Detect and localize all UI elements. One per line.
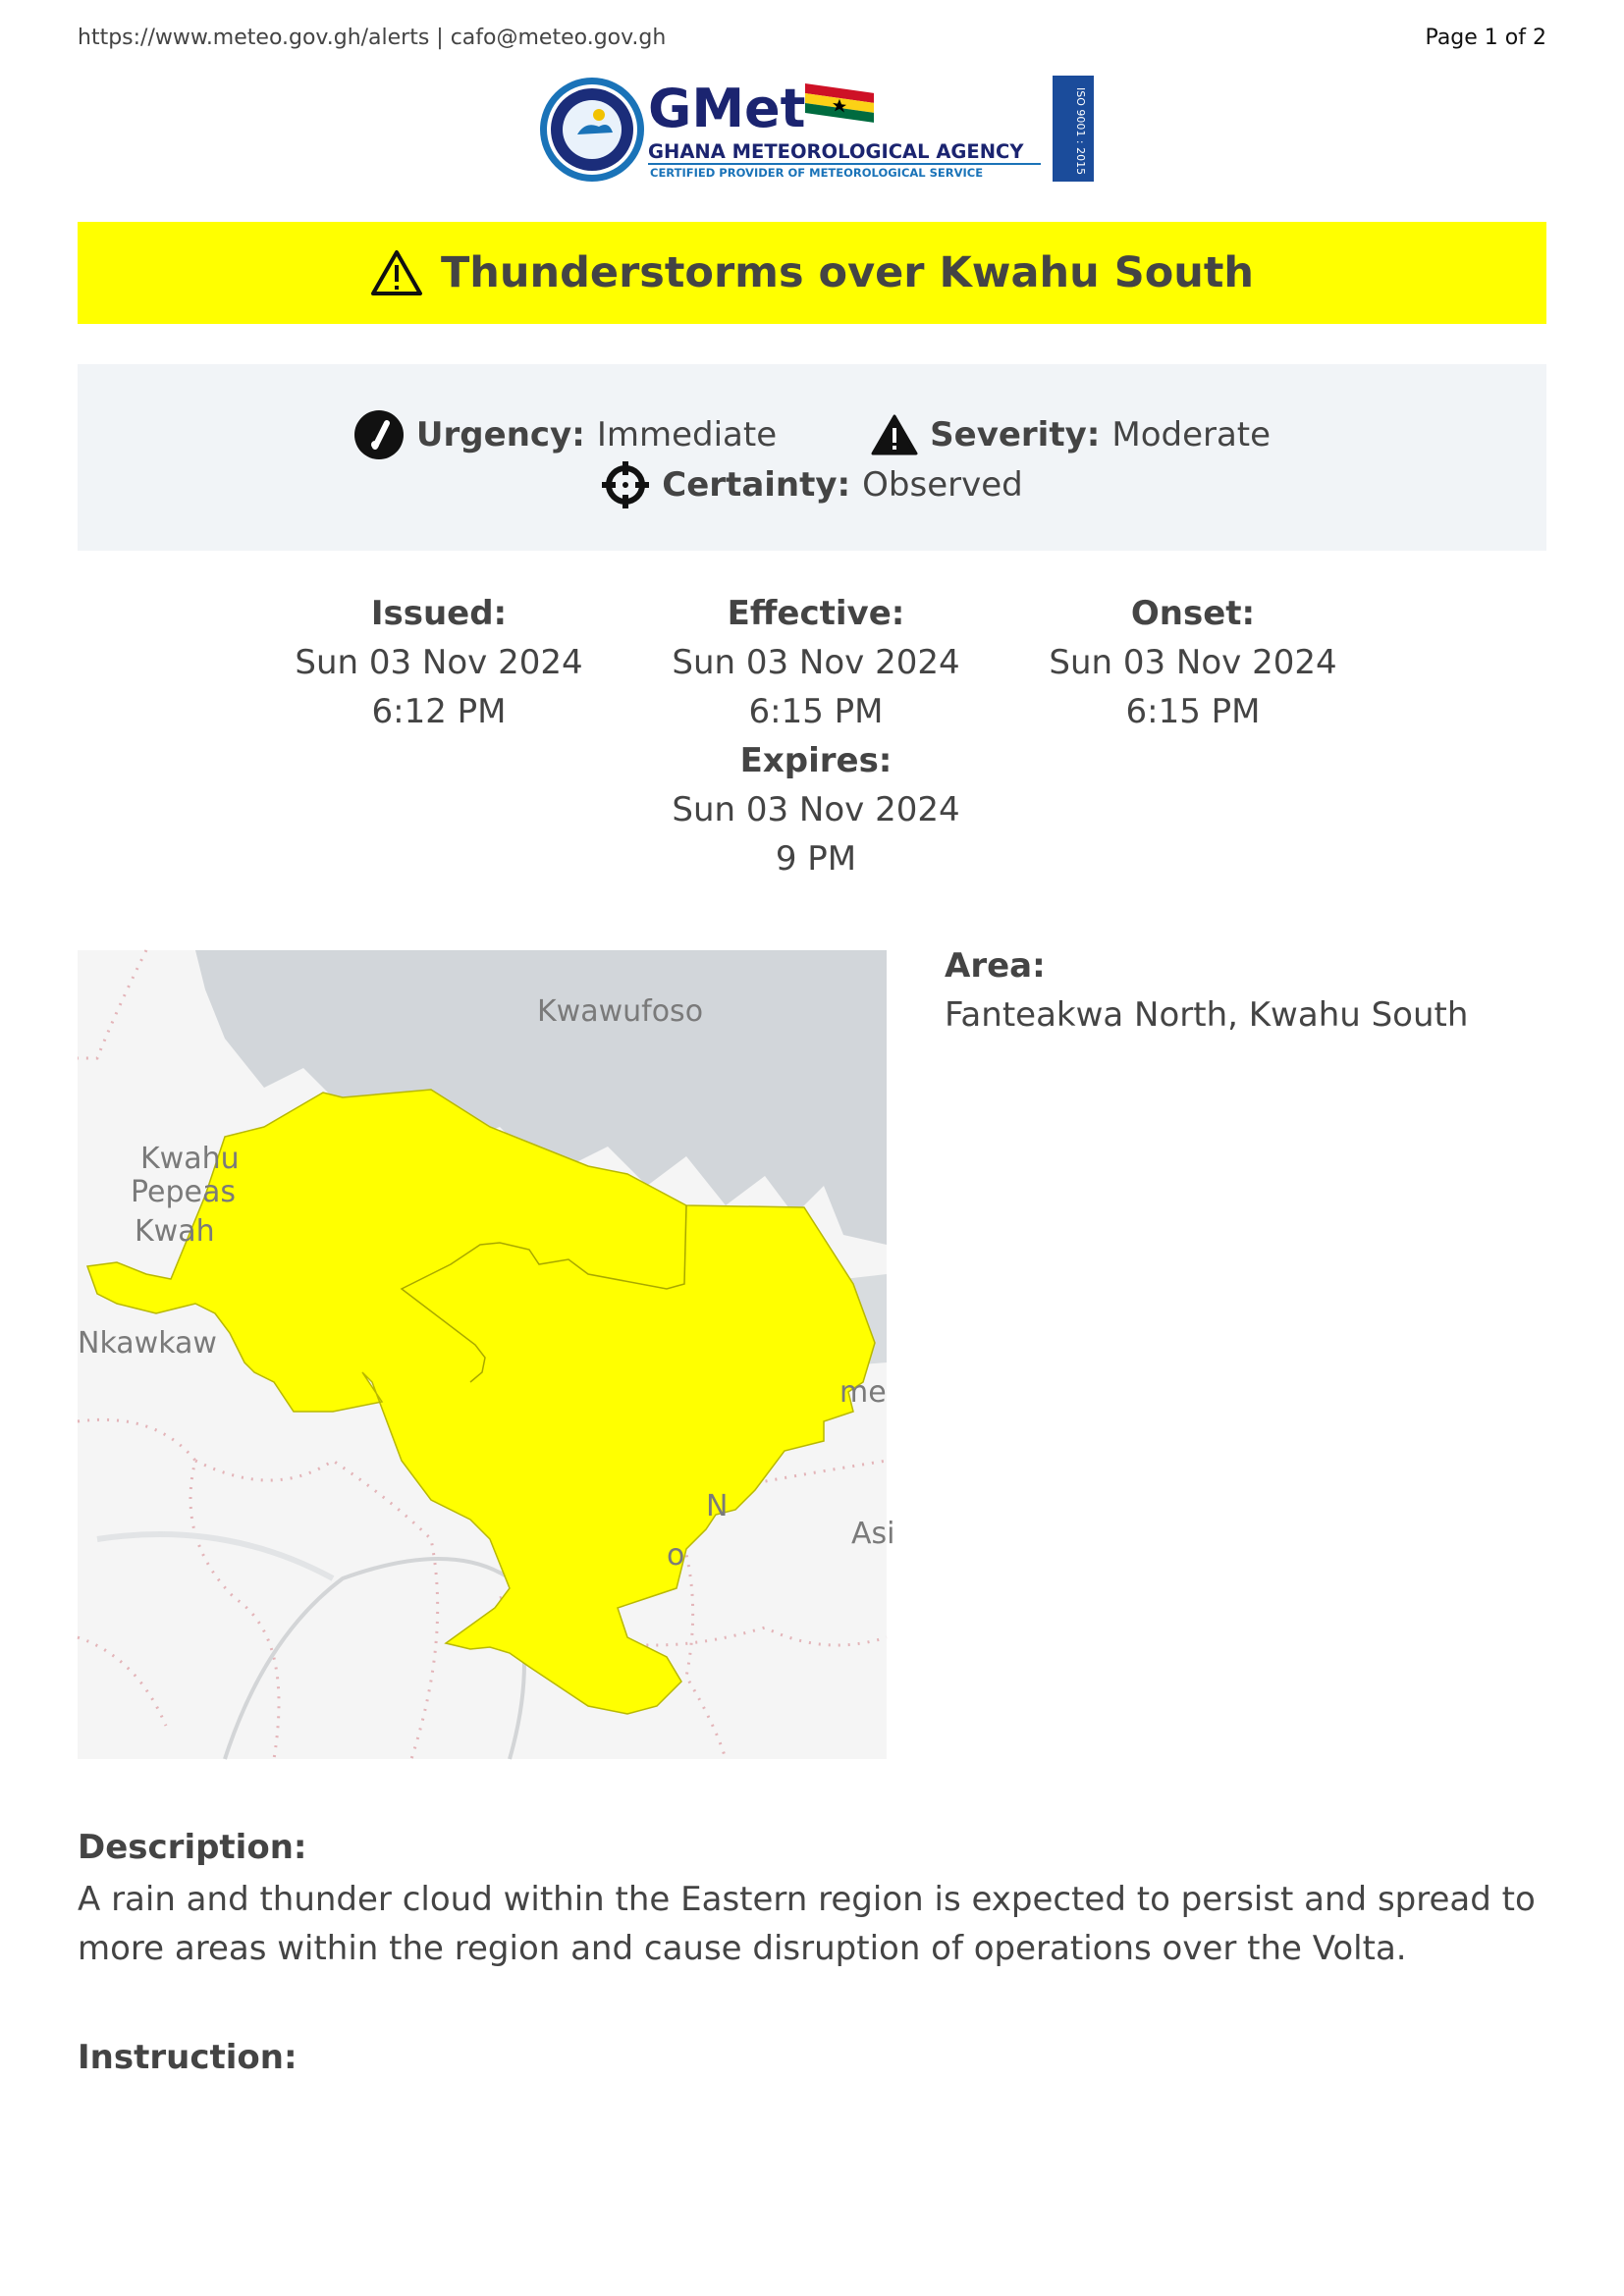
place-kwahu: Kwahu bbox=[140, 1142, 240, 1176]
issued-label: Issued: bbox=[370, 594, 508, 633]
onset-label: Onset: bbox=[1130, 594, 1256, 633]
description-text: A rain and thunder cloud within the Eastern region is expected to persist and spread to more areas within the region and cause disruption of operations over the Volta. bbox=[78, 1880, 1536, 1968]
page-number: Page 1 of 2 bbox=[1425, 26, 1546, 50]
area-label: Area: bbox=[945, 946, 1046, 986]
certainty-item bbox=[601, 460, 1022, 509]
exclamation-triangle-icon bbox=[871, 414, 918, 455]
place-nkawkaw: Nkawkaw bbox=[78, 1326, 217, 1361]
expires-block bbox=[639, 736, 993, 883]
svg-text:GMet: GMet bbox=[648, 78, 806, 139]
svg-text:CERTIFIED PROVIDER OF METEOROL: CERTIFIED PROVIDER OF METEOROLOGICAL SERVICE bbox=[650, 166, 984, 180]
header-url-contact: https://www.meteo.gov.gh/alerts | cafo@meteo.gov.gh bbox=[78, 26, 667, 50]
severity-label: Severity: bbox=[930, 415, 1101, 454]
description-label: Description: bbox=[78, 1828, 307, 1867]
expires-label: Expires: bbox=[739, 741, 893, 780]
stopwatch-icon bbox=[353, 409, 405, 460]
onset-block bbox=[1016, 589, 1370, 736]
place-asi: Asi bbox=[851, 1517, 895, 1551]
urgency-value: Immediate bbox=[596, 415, 778, 454]
severity-value: Moderate bbox=[1111, 415, 1272, 454]
effective-time: 6:15 PM bbox=[748, 692, 884, 731]
issued-block bbox=[262, 589, 616, 736]
issued-date: Sun 03 Nov 2024 bbox=[295, 643, 583, 682]
expires-time: 9 PM bbox=[775, 839, 857, 879]
effective-label: Effective: bbox=[727, 594, 905, 633]
issued-time: 6:12 PM bbox=[371, 692, 507, 731]
alert-title: Thunderstorms over Kwahu South bbox=[440, 248, 1255, 297]
svg-text:ISO 9001 : 2015: ISO 9001 : 2015 bbox=[1074, 87, 1087, 176]
certainty-label: Certainty: bbox=[662, 465, 851, 505]
place-kwahu-nkwanta: Kwah bbox=[135, 1214, 215, 1249]
alert-meta-box bbox=[78, 364, 1546, 551]
urgency-item bbox=[353, 409, 777, 460]
severity-item bbox=[871, 414, 1271, 455]
place-me: me bbox=[839, 1375, 887, 1410]
svg-text:GHANA METEOROLOGICAL AGENCY: GHANA METEOROLOGICAL AGENCY bbox=[648, 140, 1024, 163]
certainty-value: Observed bbox=[862, 465, 1023, 505]
onset-time: 6:15 PM bbox=[1125, 692, 1261, 731]
place-pepease: Pepeas bbox=[131, 1175, 236, 1209]
place-kwawufoso: Kwawufoso bbox=[537, 994, 704, 1029]
place-n: N bbox=[706, 1489, 729, 1523]
effective-block bbox=[639, 589, 993, 736]
onset-date: Sun 03 Nov 2024 bbox=[1049, 643, 1337, 682]
urgency-label: Urgency: bbox=[415, 415, 585, 454]
alert-title-banner bbox=[78, 222, 1546, 324]
instruction-label: Instruction: bbox=[78, 2038, 298, 2077]
warning-triangle-icon bbox=[370, 249, 423, 296]
expires-date: Sun 03 Nov 2024 bbox=[672, 790, 960, 829]
area-value: Fanteakwa North, Kwahu South bbox=[945, 995, 1469, 1035]
gmet-logo bbox=[538, 76, 1094, 184]
alert-area-map[interactable] bbox=[78, 950, 895, 1759]
effective-date: Sun 03 Nov 2024 bbox=[672, 643, 960, 682]
crosshairs-icon bbox=[601, 460, 650, 509]
place-o: o bbox=[667, 1538, 685, 1573]
